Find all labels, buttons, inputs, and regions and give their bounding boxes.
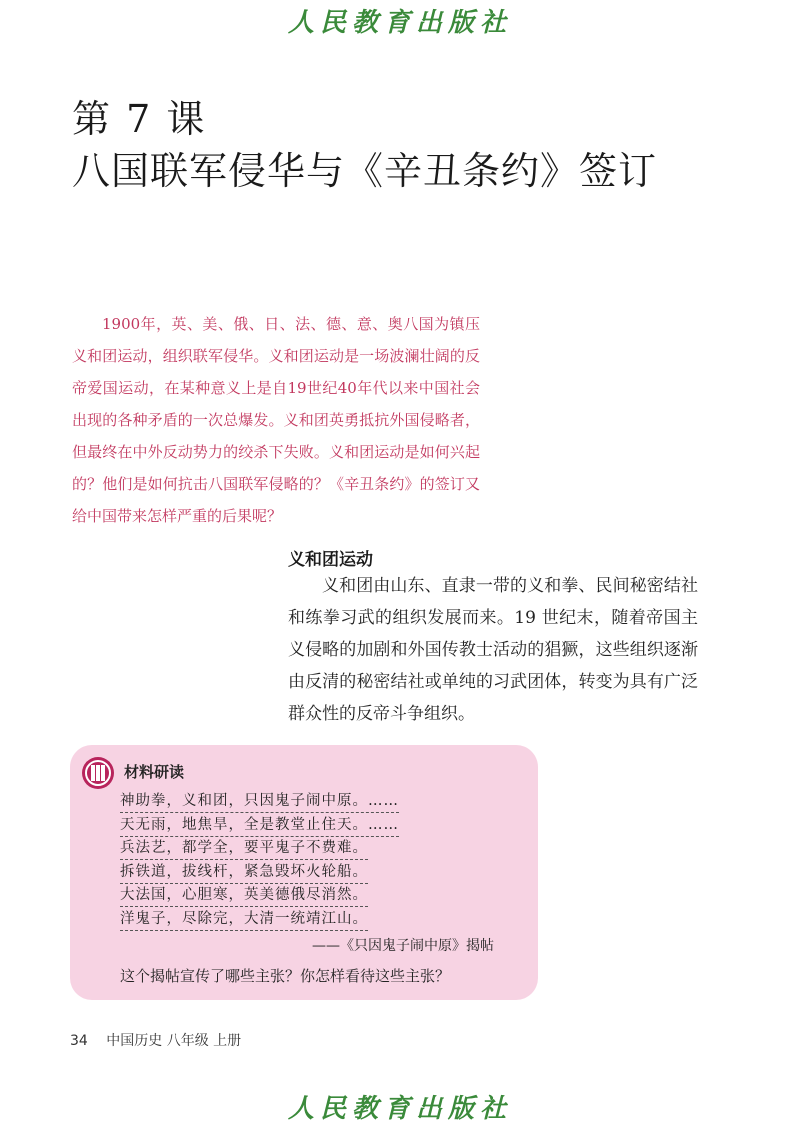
poem-source: ——《只因鬼子闹中原》揭帖 [312,938,494,954]
material-reading-icon [82,757,114,789]
intro-paragraph: 1900年，英、美、俄、日、法、德、意、奥八国为镇压义和团运动，组织联军侵华。义和团运动是一场波澜壮阔的反帝爱国运动，在某种意义上是自19世纪40年代以来中国社会出现的各种矛盾的一次总爆发。义和团英勇抵抗外国侵略者，但最终在中外反动势力的绞杀下失败。义和团运动是如何兴起的？他们是如何抗击八国联军侵略的？《辛丑条约》的签订又给中国带来怎样严重的后果呢？ [72,315,480,525]
poem-line: 洋鬼子，尽除完，大清一统靖江山。 [120,909,368,931]
poem-line: 兵法艺，都学全，要平鬼子不费难。 [120,838,368,860]
material-question: 这个揭帖宣传了哪些主张？你怎样看待这些主张？ [120,967,451,985]
page-number: 34 [70,1033,88,1049]
material-reading-box [70,745,538,1000]
lesson-title: 八国联军侵华与《辛丑条约》签订 [72,149,658,193]
lesson-number: 第 7 课 [72,97,207,141]
poem-line: 大法国，心胆寒，英美德俄尽消然。 [120,885,368,907]
book-title: 中国历史 八年级 上册 [106,1033,242,1049]
poem-line: 拆铁道，拔线杆，紧急毁坏火轮船。 [120,862,368,884]
page-footer [70,1030,241,1050]
poem [120,791,399,932]
publisher-logo-bottom: 人民教育出版社 [287,1094,512,1124]
material-reading-label: 材料研读 [124,763,185,781]
publisher-logo-top: 人民教育出版社 [287,8,512,38]
poem-line: 神助拳，义和团，只因鬼子闹中原。…… [120,791,399,813]
poem-line: 天无雨，地焦旱，全是教堂止住天。…… [120,815,399,837]
section-title: 义和团运动 [288,550,373,570]
section-body: 义和团由山东、直隶一带的义和拳、民间秘密结社和练拳习武的组织发展而来。19 世纪末，随着帝国主义侵略的加剧和外国传教士活动的猖獗，这些组织逐渐由反清的秘密结社或单纯的习武团体，转变为具有广泛群众性的反帝斗争组织。 [288,576,698,724]
